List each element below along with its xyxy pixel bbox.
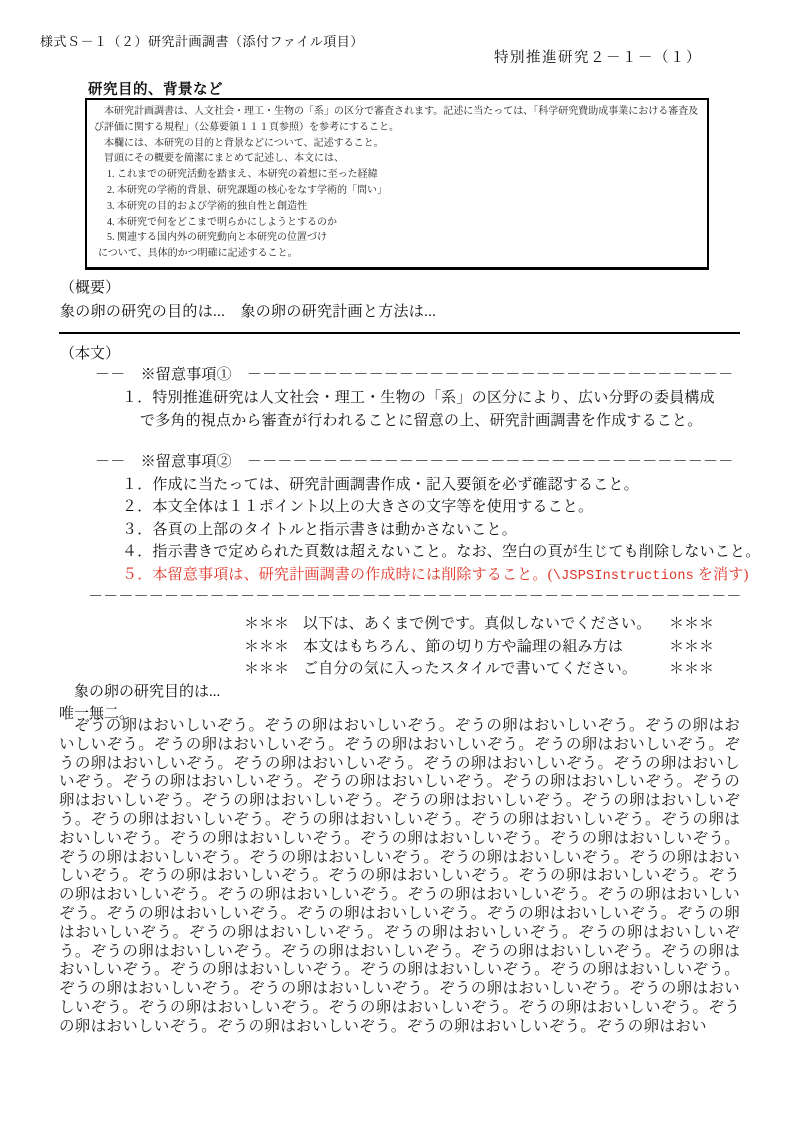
note1-header: －－ ※留意事項① －－－－－－－－－－－－－－－－－－－－－－－－－－－－－－－－ <box>95 367 734 383</box>
note1-item-continuation: で多角的視点から審査が行われることに留意の上、研究計画調書を作成すること。 <box>140 413 703 429</box>
note2-red-item-text: ５．本留意事項は、研究計画調書の作成時には削除すること。( <box>122 567 553 583</box>
body-opening-line: 象の卵の研究目的は... <box>74 684 221 700</box>
notice-item-3: 3. 本研究の目的および学術的独自性と創造性 <box>107 200 307 212</box>
example-stars-left: ＊＊＊ <box>244 660 290 677</box>
notice-item-2: 2. 本研究の学術的背景、研究課題の核心をなす学術的「問い」 <box>107 184 387 196</box>
note2-footer-dashes: －－－－－－－－－－－－－－－－－－－－－－－－－－－－－－－－－－－－－－－－－－－ <box>88 589 742 605</box>
note2-item-4: ４．指示書きで定められた頁数は超えないこと。なお、空白の頁が生じても削除しないこと。 <box>122 544 761 560</box>
section-title: 研究目的、背景など <box>88 82 223 98</box>
example-stars-right: ＊＊＊ <box>669 615 715 632</box>
example-note-line-3 <box>244 657 714 678</box>
note2-red-item-latex-command: \JSPSInstructions <box>552 569 694 584</box>
body-uniqueness-line: 唯一無二。 <box>59 706 135 722</box>
note2-red-item <box>122 563 749 584</box>
notice-paragraph-1: 本研究計画調書は、人文社会・理工・生物の「系」の区分で審査されます。記述に当たっては、「科学研究費助成事業における審査及び評価に関する規程」（公募要領１１１頁参照）を参考にすること。 <box>94 106 699 133</box>
note2-header: －－ ※留意事項② －－－－－－－－－－－－－－－－－－－－－－－－－－－－－－－－ <box>95 454 734 470</box>
notice-item-5: 5. 関連する国内外の研究動向と本研究の位置づけ <box>107 232 327 244</box>
form-label: 様式Ｓ－１（２）研究計画調書（添付ファイル項目） <box>40 34 364 49</box>
doc-code: 特別推進研究２－１－（１） <box>494 50 702 66</box>
section-divider-rule <box>59 332 740 334</box>
notice-box <box>85 98 709 270</box>
example-stars-right: ＊＊＊ <box>669 660 715 677</box>
example-note-line-2 <box>244 635 714 656</box>
note2-item-1: １．作成に当たっては、研究計画調書作成・記入要領を必ず確認すること。 <box>122 477 639 493</box>
notice-item-4: 4. 本研究で何をどこまで明らかにしようとするのか <box>107 216 337 228</box>
notice-paragraph-3: 冒頭にその概要を簡潔にまとめて記述し、本文には、 <box>104 153 344 165</box>
notice-paragraph-2: 本欄には、本研究の目的と背景などについて、記述すること。 <box>104 137 384 149</box>
honbun-label: （本文） <box>60 346 121 362</box>
body-sample-paragraph: ぞうの卵はおいしいぞう。ぞうの卵はおいしいぞう。ぞうの卵はおいしいぞう。ぞうの卵はおいしいぞう。ぞうの卵はおいしいぞう。ぞうの卵はおいしいぞう。ぞうの卵はおいしいぞう。ぞうの卵はおいしいぞう。ぞうの卵はおいしいぞう。ぞうの卵はおいしいぞう。ぞうの卵はおいしいぞう。ぞうの卵はおいしいぞう。ぞうの卵はおいしいぞう。ぞうの卵はおいしいぞう。ぞうの卵はおいしいぞう。ぞうの卵はおいしいぞう。ぞうの卵はおいしいぞう。ぞうの卵はおいしいぞう。ぞうの卵はおいしいぞう。ぞうの卵はおいしいぞう。ぞうの卵はおいしいぞう。ぞうの卵はおいしいぞう。ぞうの卵はおいしいぞう。ぞうの卵はおいしいぞう。ぞうの卵はおいしいぞう。ぞうの卵はおいしいぞう。ぞうの卵はおいしいぞう。ぞうの卵はおいしいぞう。ぞうの卵はおいしいぞう。ぞうの卵はおいしいぞう。ぞうの卵はおいしいぞう。ぞうの卵はおいしいぞう。ぞうの卵はおいしいぞう。ぞうの卵はおいしいぞう。ぞうの卵はおいしいぞう。ぞうの卵はおいしいぞう。ぞうの卵はおいしいぞう。ぞうの卵はおいしいぞう。ぞうの卵はおいしいぞう。ぞうの卵はおいしいぞう。ぞうの卵はおいしいぞう。ぞうの卵はおいしいぞう。ぞうの卵はおいしいぞう。ぞうの卵はおいしいぞう。ぞうの卵はおいしいぞう。ぞうの卵はおいしいぞう。ぞうの卵はおいしいぞう。ぞうの卵はおいしいぞう。ぞうの卵はおいしいぞう。ぞうの卵はおいしいぞう。ぞうの卵はおいしいぞう。ぞうの卵はおいしいぞう。ぞうの卵はおいしいぞう。ぞうの卵はおいしいぞう。ぞうの卵はおいしいぞう。ぞうの卵はおいしいぞう。ぞうの卵はおいしいぞう。ぞうの卵はおいしいぞう。ぞうの卵はおいしいぞう。ぞうの卵はおいしいぞう。ぞうの卵はおい <box>59 717 740 1035</box>
example-text: 以下は、あくまで例です。真似しないでください。 <box>303 615 652 632</box>
note1-item: １．特別推進研究は人文社会・理工・生物の「系」の区分により、広い分野の委員構成 <box>122 390 715 406</box>
note2-item-3: ３．各頁の上部のタイトルと指示書きは動かさないこと。 <box>122 522 517 538</box>
example-stars-left: ＊＊＊ <box>244 638 290 655</box>
note2-red-item-tail: を消す) <box>693 567 749 583</box>
note2-item-2: ２．本文全体は１１ポイント以上の大きさの文字等を使用すること。 <box>122 499 594 515</box>
notice-item-1: 1. これまでの研究活動を踏まえ、本研究の着想に至った経緯 <box>107 169 378 181</box>
overview-label: （概要） <box>60 280 121 296</box>
example-stars-left: ＊＊＊ <box>244 615 290 632</box>
notice-closing: について、具体的かつ明確に記述すること。 <box>98 248 298 260</box>
example-text: 本文はもちろん、節の切り方や論理の組み方は <box>303 638 624 655</box>
example-stars-right: ＊＊＊ <box>669 638 715 655</box>
example-text: ご自分の気に入ったスタイルで書いてください。 <box>303 660 638 677</box>
overview-text: 象の卵の研究の目的は... 象の卵の研究計画と方法は... <box>60 304 437 320</box>
example-note-line-1 <box>244 612 714 633</box>
